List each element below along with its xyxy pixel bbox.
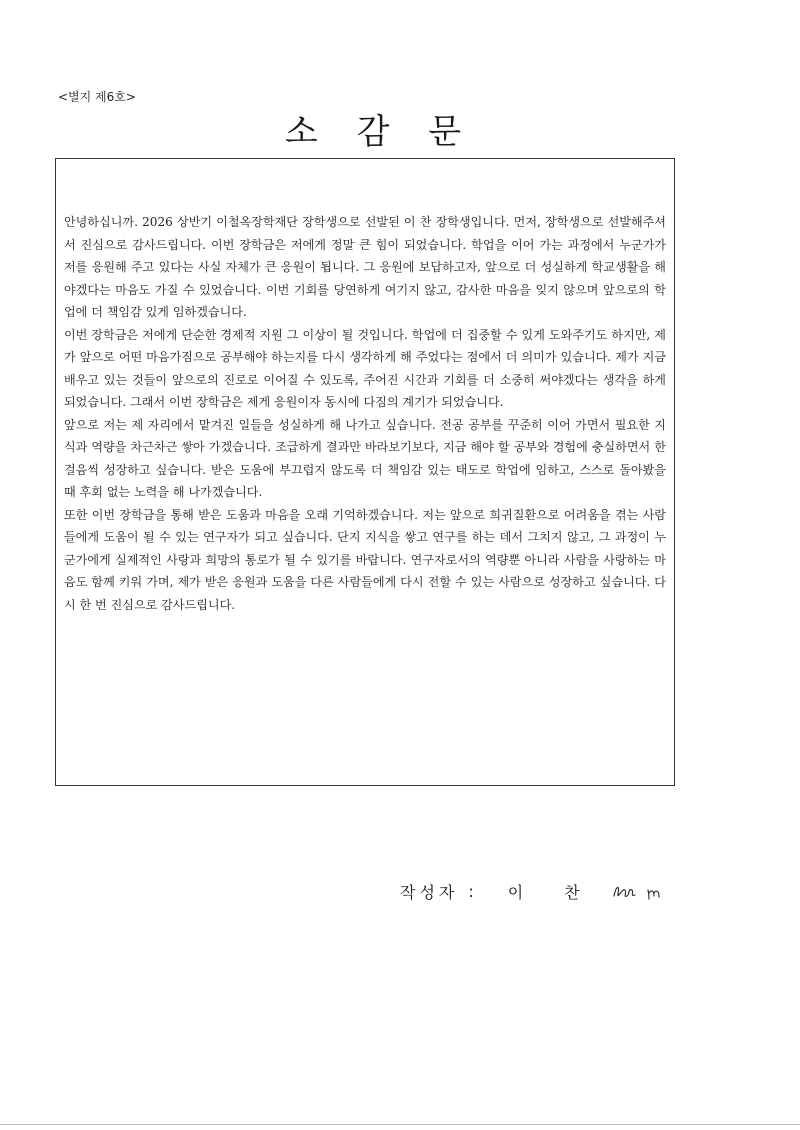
document-title: 소 감 문: [284, 112, 476, 152]
essay-paragraph-3: 앞으로 저는 제 자리에서 맡겨진 일들을 성실하게 해 나가고 싶습니다. 전공 공부를 꾸준히 이어 가면서 필요한 지식과 역량을 차근차근 쌓아 가겠습니다. 조급하게 결과만 바라보기보다, 지금 해야 할 공부와 경험에 충실하면서 한 걸음씩 성장하고 싶습니다. 받은 도움에 부끄럽지 않도록 더 책임감 있는 태도로 학업에 임하고, 스스로 돌아봤을 때 후회 없는 노력을 해 나가겠습니다.: [64, 417, 666, 499]
essay-paragraph-1: 안녕하십니까. 2026 상반기 이철옥장학재단 장학생으로 선발된 이 찬 장학생입니다. 먼저, 장학생으로 선발해주셔서 진심으로 감사드립니다. 이번 장학금은 저에게 정말 큰 힘이 되었습니다. 학업을 이어 가는 과정에서 누군가가 저를 응원해 주고 있다는 사실 자체가 큰 응원이 됩니다. 그 응원에 보답하고자, 앞으로 더 성실하게 학교생활을 해야겠다는 마음도 가질 수 있었습니다. 이번 기회를 당연하게 여기지 않고, 감사한 마음을 잊지 않으며 앞으로의 학업에 더 책임감 있게 임하겠습니다.: [64, 215, 666, 319]
essay-body: [64, 211, 666, 616]
signature-line: [400, 878, 668, 904]
page-bottom-rule: [0, 1124, 800, 1125]
author-name: 이 찬: [507, 882, 598, 902]
author-label: 작성자: [400, 882, 459, 902]
form-number: <별지 제6호>: [58, 90, 136, 104]
essay-paragraph-4: 또한 이번 장학금을 통해 받은 도움과 마음을 오래 기억하겠습니다. 저는 앞으로 희귀질환으로 어려움을 겪는 사람들에게 도움이 될 수 있는 연구자가 되고 싶습니다. 단지 지식을 쌓고 연구를 하는 데서 그치지 않고, 그 과정이 누군가에게 실제적인 사랑과 희망의 통로가 될 수 있기를 바랍니다. 연구자로서의 역량뿐 아니라 사람을 사랑하는 마음도 함께 키워 가며, 제가 받은 응원과 도움을 다른 사람들에게 다시 전할 수 있는 사람으로 성장하고 싶습니다. 다시 한 번 진심으로 감사드립니다.: [64, 507, 666, 612]
essay-paragraph-2: 이번 장학금은 저에게 단순한 경제적 지원 그 이상이 될 것입니다. 학업에 더 집중할 수 있게 도와주기도 하지만, 제가 앞으로 어떤 마음가짐으로 공부해야 하는지를 다시 생각하게 해 주었다는 점에서 더 의미가 있습니다. 제가 지금 배우고 있는 것들이 앞으로의 진로로 이어질 수 있도록, 주어진 시간과 기회를 더 소중히 써야겠다는 생각을 하게 되었습니다. 그래서 이번 장학금은 제게 응원이자 동시에 다짐의 계기가 되었습니다.: [64, 327, 666, 409]
essay-box: [55, 158, 675, 786]
handwritten-signature: [608, 878, 668, 904]
author-colon: :: [468, 881, 474, 901]
